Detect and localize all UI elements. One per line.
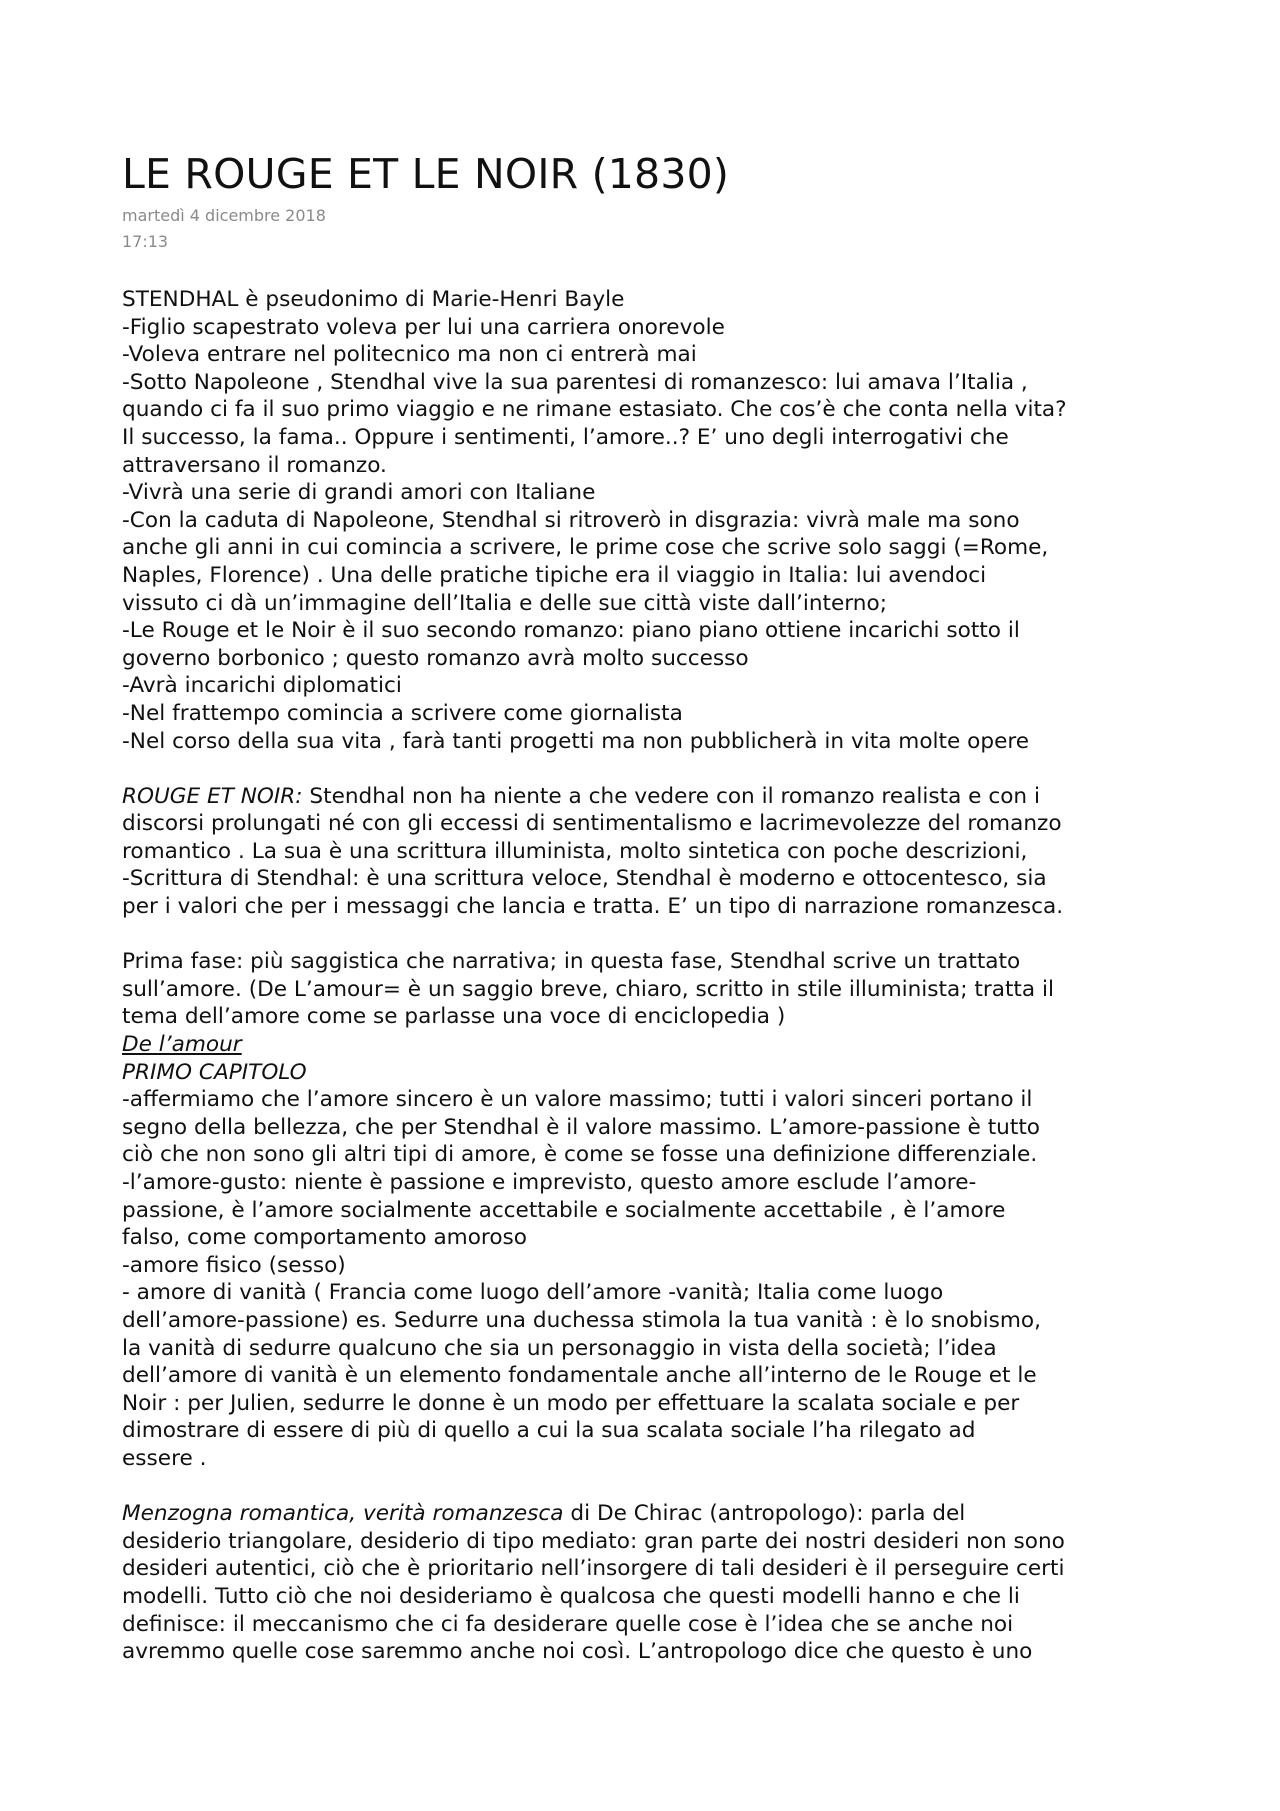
text-line [122, 700, 1202, 728]
text-line [122, 562, 1202, 590]
plain-text: avremmo quelle cose saremmo anche noi così. L’antropologo dice che questo è uno [122, 1639, 1033, 1665]
plain-text: STENDHAL è pseudonimo di Marie-Henri Bayle [122, 287, 625, 312]
plain-text: -amore fisico (sesso) [122, 1252, 346, 1278]
plain-text: vissuto ci dà un’immagine dell’Italia e delle sue città viste dall’interno; [122, 590, 887, 616]
text-line [122, 1059, 1202, 1087]
plain-text: per i valori che per i messaggi che lancia e tratta. E’ un tipo di narrazione romanzesca. [122, 894, 1064, 920]
italic-text: Menzogna romantica, verità romanzesca [122, 1501, 564, 1527]
plain-text: anche gli anni in cui comincia a scrivere, le prime cose che scrive solo saggi (=Rome, [122, 535, 1049, 561]
text-line [122, 1141, 1202, 1169]
text-line [122, 1528, 1202, 1556]
text-line [122, 838, 1202, 866]
plain-text: sull’amore. (De L’amour= è un saggio breve, chiaro, scritto in stile illuminista; tratta il [122, 976, 1054, 1002]
text-line [122, 369, 1202, 397]
text-line [122, 507, 1202, 535]
text-line [122, 1335, 1202, 1363]
text-line [122, 1583, 1202, 1611]
text-line [122, 728, 1202, 756]
plain-text: -l’amore-gusto: niente è passione e imprevisto, questo amore esclude l’amore- [122, 1170, 977, 1195]
plain-text: -Nel frattempo comincia a scrivere come giornalista [122, 700, 683, 726]
plain-text: definisce: il meccanismo che ci fa desiderare quelle cose è l’idea che se anche noi [122, 1611, 1014, 1637]
plain-text: -Voleva entrare nel politecnico ma non ci entrerà mai [122, 342, 697, 368]
plain-text: desiderio triangolare, desiderio di tipo mediato: gran parte dei nostri desideri non sono [122, 1528, 1065, 1554]
text-line [122, 1252, 1202, 1280]
text-line [122, 1197, 1202, 1225]
plain-text: Naples, Florence) . Una delle pratiche tipiche era il viaggio in Italia: lui avendoci [122, 562, 987, 588]
text-line [122, 1555, 1202, 1583]
plain-text: di De Chirac (antropologo): parla del [563, 1501, 966, 1527]
plain-text: -Scrittura di Stendhal: è una scrittura veloce, Stendhal è moderno e ottocentesco, sia [122, 866, 1047, 892]
blank-line [122, 755, 1202, 783]
page-title: LE ROUGE ET LE NOIR (1830) [122, 150, 730, 198]
plain-text: dell’amore-passione) es. Sedurre una duchessa stimola la tua vanità : è lo snobismo, [122, 1307, 1041, 1333]
text-line [122, 617, 1202, 645]
plain-text: quando ci fa il suo primo viaggio e ne rimane estasiato. Che cos’è che conta nella vita? [122, 397, 1067, 423]
plain-text: essere . [122, 1445, 207, 1471]
plain-text: -Sotto Napoleone , Stendhal vive la sua parentesi di romanzesco: lui amava l’Italia , [122, 369, 1028, 395]
blank-line [122, 1473, 1202, 1501]
text-line [122, 286, 1202, 314]
text-line [122, 1362, 1202, 1390]
text-line [122, 1611, 1202, 1639]
text-line [122, 396, 1202, 424]
text-line [122, 810, 1202, 838]
plain-text: -Vivrà una serie di grandi amori con Italiane [122, 480, 596, 506]
italic-text: PRIMO CAPITOLO [122, 1059, 307, 1085]
plain-text: la vanità di sedurre qualcuno che sia un personaggio in vista della società; l’idea [122, 1335, 997, 1361]
text-line [122, 1224, 1202, 1252]
text-line [122, 976, 1202, 1004]
plain-text: dell’amore di vanità è un elemento fondamentale anche all’interno de le Rouge et le [122, 1363, 1037, 1389]
plain-text: Prima fase: più saggistica che narrativa; in questa fase, Stendhal scrive un trattato [122, 949, 1021, 975]
text-line [122, 1390, 1202, 1418]
plain-text: Il successo, la fama.. Oppure i sentimenti, l’amore..? E’ uno degli interrogativi che [122, 424, 1009, 450]
italic-underlined-heading: De l’amour [122, 1032, 242, 1058]
plain-text: -Le Rouge et le Noir è il suo secondo romanzo: piano piano ottiene incarichi sotto il [122, 618, 1020, 644]
plain-text: ciò che non sono gli altri tipi di amore, è come se fosse una definizione differenziale. [122, 1142, 1038, 1168]
plain-text: attraversano il romanzo. [122, 452, 387, 478]
plain-text: -affermiamo che l’amore sincero è un valore massimo; tutti i valori sinceri portano il [122, 1087, 1033, 1113]
text-line [122, 534, 1202, 562]
plain-text: dimostrare di essere di più di quello a cui la sua scalata sociale l’ha rilegato ad [122, 1418, 976, 1444]
text-line [122, 479, 1202, 507]
text-line [122, 341, 1202, 369]
plain-text: -Con la caduta di Napoleone, Stendhal si ritroverò in disgrazia: vivrà male ma sono [122, 507, 1020, 533]
text-line [122, 893, 1202, 921]
text-line [122, 1169, 1202, 1197]
plain-text: - amore di vanità ( Francia come luogo dell’amore -vanità; Italia come luogo [122, 1280, 944, 1306]
text-line [122, 1086, 1202, 1114]
plain-text: romantico . La sua è una scrittura illuminista, molto sintetica con poche descrizioni, [122, 838, 1028, 864]
text-line [122, 672, 1202, 700]
text-line [122, 1114, 1202, 1142]
text-line [122, 1500, 1202, 1528]
text-line [122, 424, 1202, 452]
text-line [122, 1003, 1202, 1031]
text-line [122, 314, 1202, 342]
blank-line [122, 921, 1202, 949]
text-line [122, 783, 1202, 811]
text-line [122, 1638, 1202, 1666]
text-line [122, 948, 1202, 976]
plain-text: falso, come comportamento amoroso [122, 1225, 528, 1251]
plain-text: modelli. Tutto ciò che noi desideriamo è qualcosa che questi modelli hanno e che li [122, 1583, 1020, 1609]
plain-text: segno della bellezza, che per Stendhal è il valore massimo. L’amore-passione è tutto [122, 1114, 1041, 1140]
plain-text: tema dell’amore come se parlasse una voce di enciclopedia ) [122, 1004, 786, 1030]
plain-text: -Avrà incarichi diplomatici [122, 673, 402, 699]
plain-text: Noir : per Julien, sedurre le donne è un modo per effettuare la scalata sociale e per [122, 1390, 1020, 1416]
text-line [122, 590, 1202, 618]
plain-text: -Nel corso della sua vita , farà tanti progetti ma non pubblicherà in vita molte opere [122, 728, 1030, 754]
plain-text: discorsi prolungati né con gli eccessi di sentimentalismo e lacrimevolezze del romanzo [122, 811, 1062, 837]
text-line [122, 1279, 1202, 1307]
text-line [122, 1417, 1202, 1445]
text-line [122, 865, 1202, 893]
plain-text: passione, è l’amore socialmente accettabile e socialmente accettabile , è l’amore [122, 1197, 1006, 1223]
text-line [122, 1445, 1202, 1473]
text-line [122, 645, 1202, 673]
note-time: 17:13 [122, 232, 169, 251]
plain-text: Stendhal non ha niente a che vedere con il romanzo realista e con i [302, 783, 1040, 809]
plain-text: governo borbonico ; questo romanzo avrà molto successo [122, 645, 749, 671]
plain-text: -Figlio scapestrato voleva per lui una carriera onorevole [122, 314, 725, 340]
italic-text: ROUGE ET NOIR: [122, 783, 303, 809]
note-date: martedì 4 dicembre 2018 [122, 206, 326, 225]
note-body [122, 286, 1202, 1666]
text-line [122, 1031, 1202, 1059]
plain-text: desideri autentici, ciò che è prioritario nell’insorgere di tali desideri è il perseguire certi [122, 1556, 1065, 1582]
text-line [122, 1307, 1202, 1335]
text-line [122, 452, 1202, 480]
